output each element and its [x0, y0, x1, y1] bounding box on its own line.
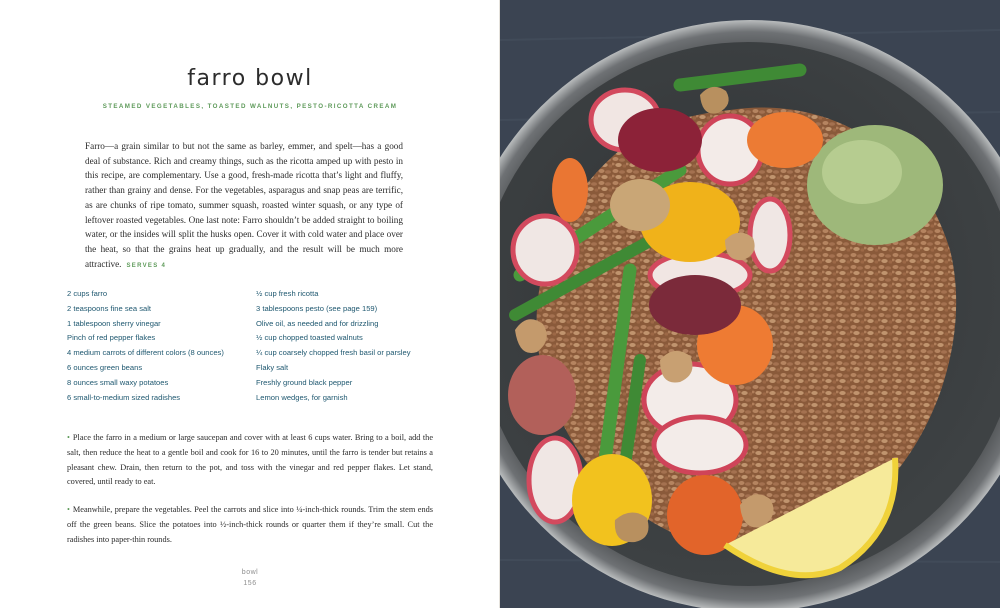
- folio-section: bowl: [241, 569, 259, 576]
- step-bullet: •: [67, 433, 70, 442]
- page-folio: [0, 567, 500, 589]
- recipe-step: [67, 431, 433, 490]
- ingredient-item: ½ cup chopped toasted walnuts: [256, 333, 363, 343]
- pesto-ricotta-highlight: [822, 140, 902, 204]
- ingredient-item: 4 medium carrots of different colors (8 ounces): [67, 348, 224, 358]
- radish-slice: [513, 216, 577, 284]
- walnut-piece: [615, 512, 649, 542]
- carrot-round-purple: [649, 275, 741, 335]
- potato-chunk: [508, 355, 576, 435]
- serves-label: SERVES 4: [126, 262, 167, 269]
- ingredient-item: Pinch of red pepper flakes: [67, 333, 156, 343]
- radish-slice: [750, 199, 790, 271]
- step-text: Place the farro in a medium or large saucepan and cover with at least 6 cups water. Bring to a boil, add the salt, then reduce the heat to a gentle boil and cook for 16 to 20 minutes, until the farro is tender but retains a pleasant chew. Drain, then return to the pot, and toss with the vinegar and red pepper flakes. Let stand, covered, until ready to eat.: [67, 433, 433, 487]
- ingredient-item: Flaky salt: [256, 362, 289, 372]
- food-photo-page: [500, 0, 1000, 608]
- ingredient-item: Olive oil, as needed and for drizzling: [256, 318, 379, 328]
- recipe-step: [67, 503, 433, 547]
- recipe-title: farro bowl: [187, 66, 313, 91]
- folio-page-number: 156: [243, 580, 257, 587]
- step-text: Meanwhile, prepare the vegetables. Peel the carrots and slice into ¼-inch-thick rounds. Trim the stem ends off the green beans. Slice the potatoes into ½-inch-thick rounds or quarter them if they’re small. Cut the radishes into paper-thin rounds.: [67, 505, 433, 544]
- carrot-round-purple: [618, 108, 702, 172]
- recipe-intro: [85, 139, 403, 273]
- carrot-round: [747, 112, 823, 168]
- radish-slice: [654, 417, 746, 473]
- ingredient-item: 1 tablespoon sherry vinegar: [67, 318, 161, 328]
- carrot-round: [552, 158, 588, 222]
- ingredient-item: Freshly ground black pepper: [256, 377, 353, 387]
- ingredient-item: ¼ cup coarsely chopped fresh basil or parsley: [256, 348, 411, 358]
- potato-chunk: [610, 179, 670, 231]
- ingredient-item: 6 small-to-medium sized radishes: [67, 392, 181, 402]
- ingredient-item: 2 cups farro: [67, 289, 108, 298]
- recipe-subtitle: STEAMED VEGETABLES, TOASTED WALNUTS, PESTO-RICOTTA CREAM: [102, 103, 398, 110]
- ingredient-item: 6 ounces green beans: [67, 362, 143, 372]
- ingredient-item: Lemon wedges, for garnish: [256, 392, 348, 402]
- ingredient-list-right: [256, 287, 456, 405]
- ingredient-item: 2 teaspoons fine sea salt: [67, 303, 152, 313]
- recipe-steps: [67, 431, 433, 561]
- ingredient-item: 3 tablespoons pesto (see page 159): [256, 303, 378, 313]
- farro-bowl-photo: [500, 0, 1000, 608]
- intro-text: Farro—a grain similar to but not the same as barley, emmer, and spelt—has a good deal of substance. Rich and creamy things, such as the ricotta amped up with pesto in this recipe, are complementary. Use a good, fresh-made ricotta that’s light and fluffy, rather than grainy and dense. For the vegetables, asparagus and snap peas are terrific, as are chunks of ripe tomato, summer squash, roasted winter squash, or any type of leftover roasted vegetables. One last note: Farro shouldn’t be added straight to boiling water, or the insides will split the husks open. Cover it with cold water and place over the heat, so that the grains heat up gradually, and the result will be much more attractive.: [85, 141, 403, 269]
- step-bullet: •: [67, 505, 70, 515]
- ingredient-item: 8 ounces small waxy potatoes: [67, 377, 169, 387]
- ingredient-list-left: [67, 287, 267, 405]
- ingredient-item: ½ cup fresh ricotta: [256, 289, 319, 298]
